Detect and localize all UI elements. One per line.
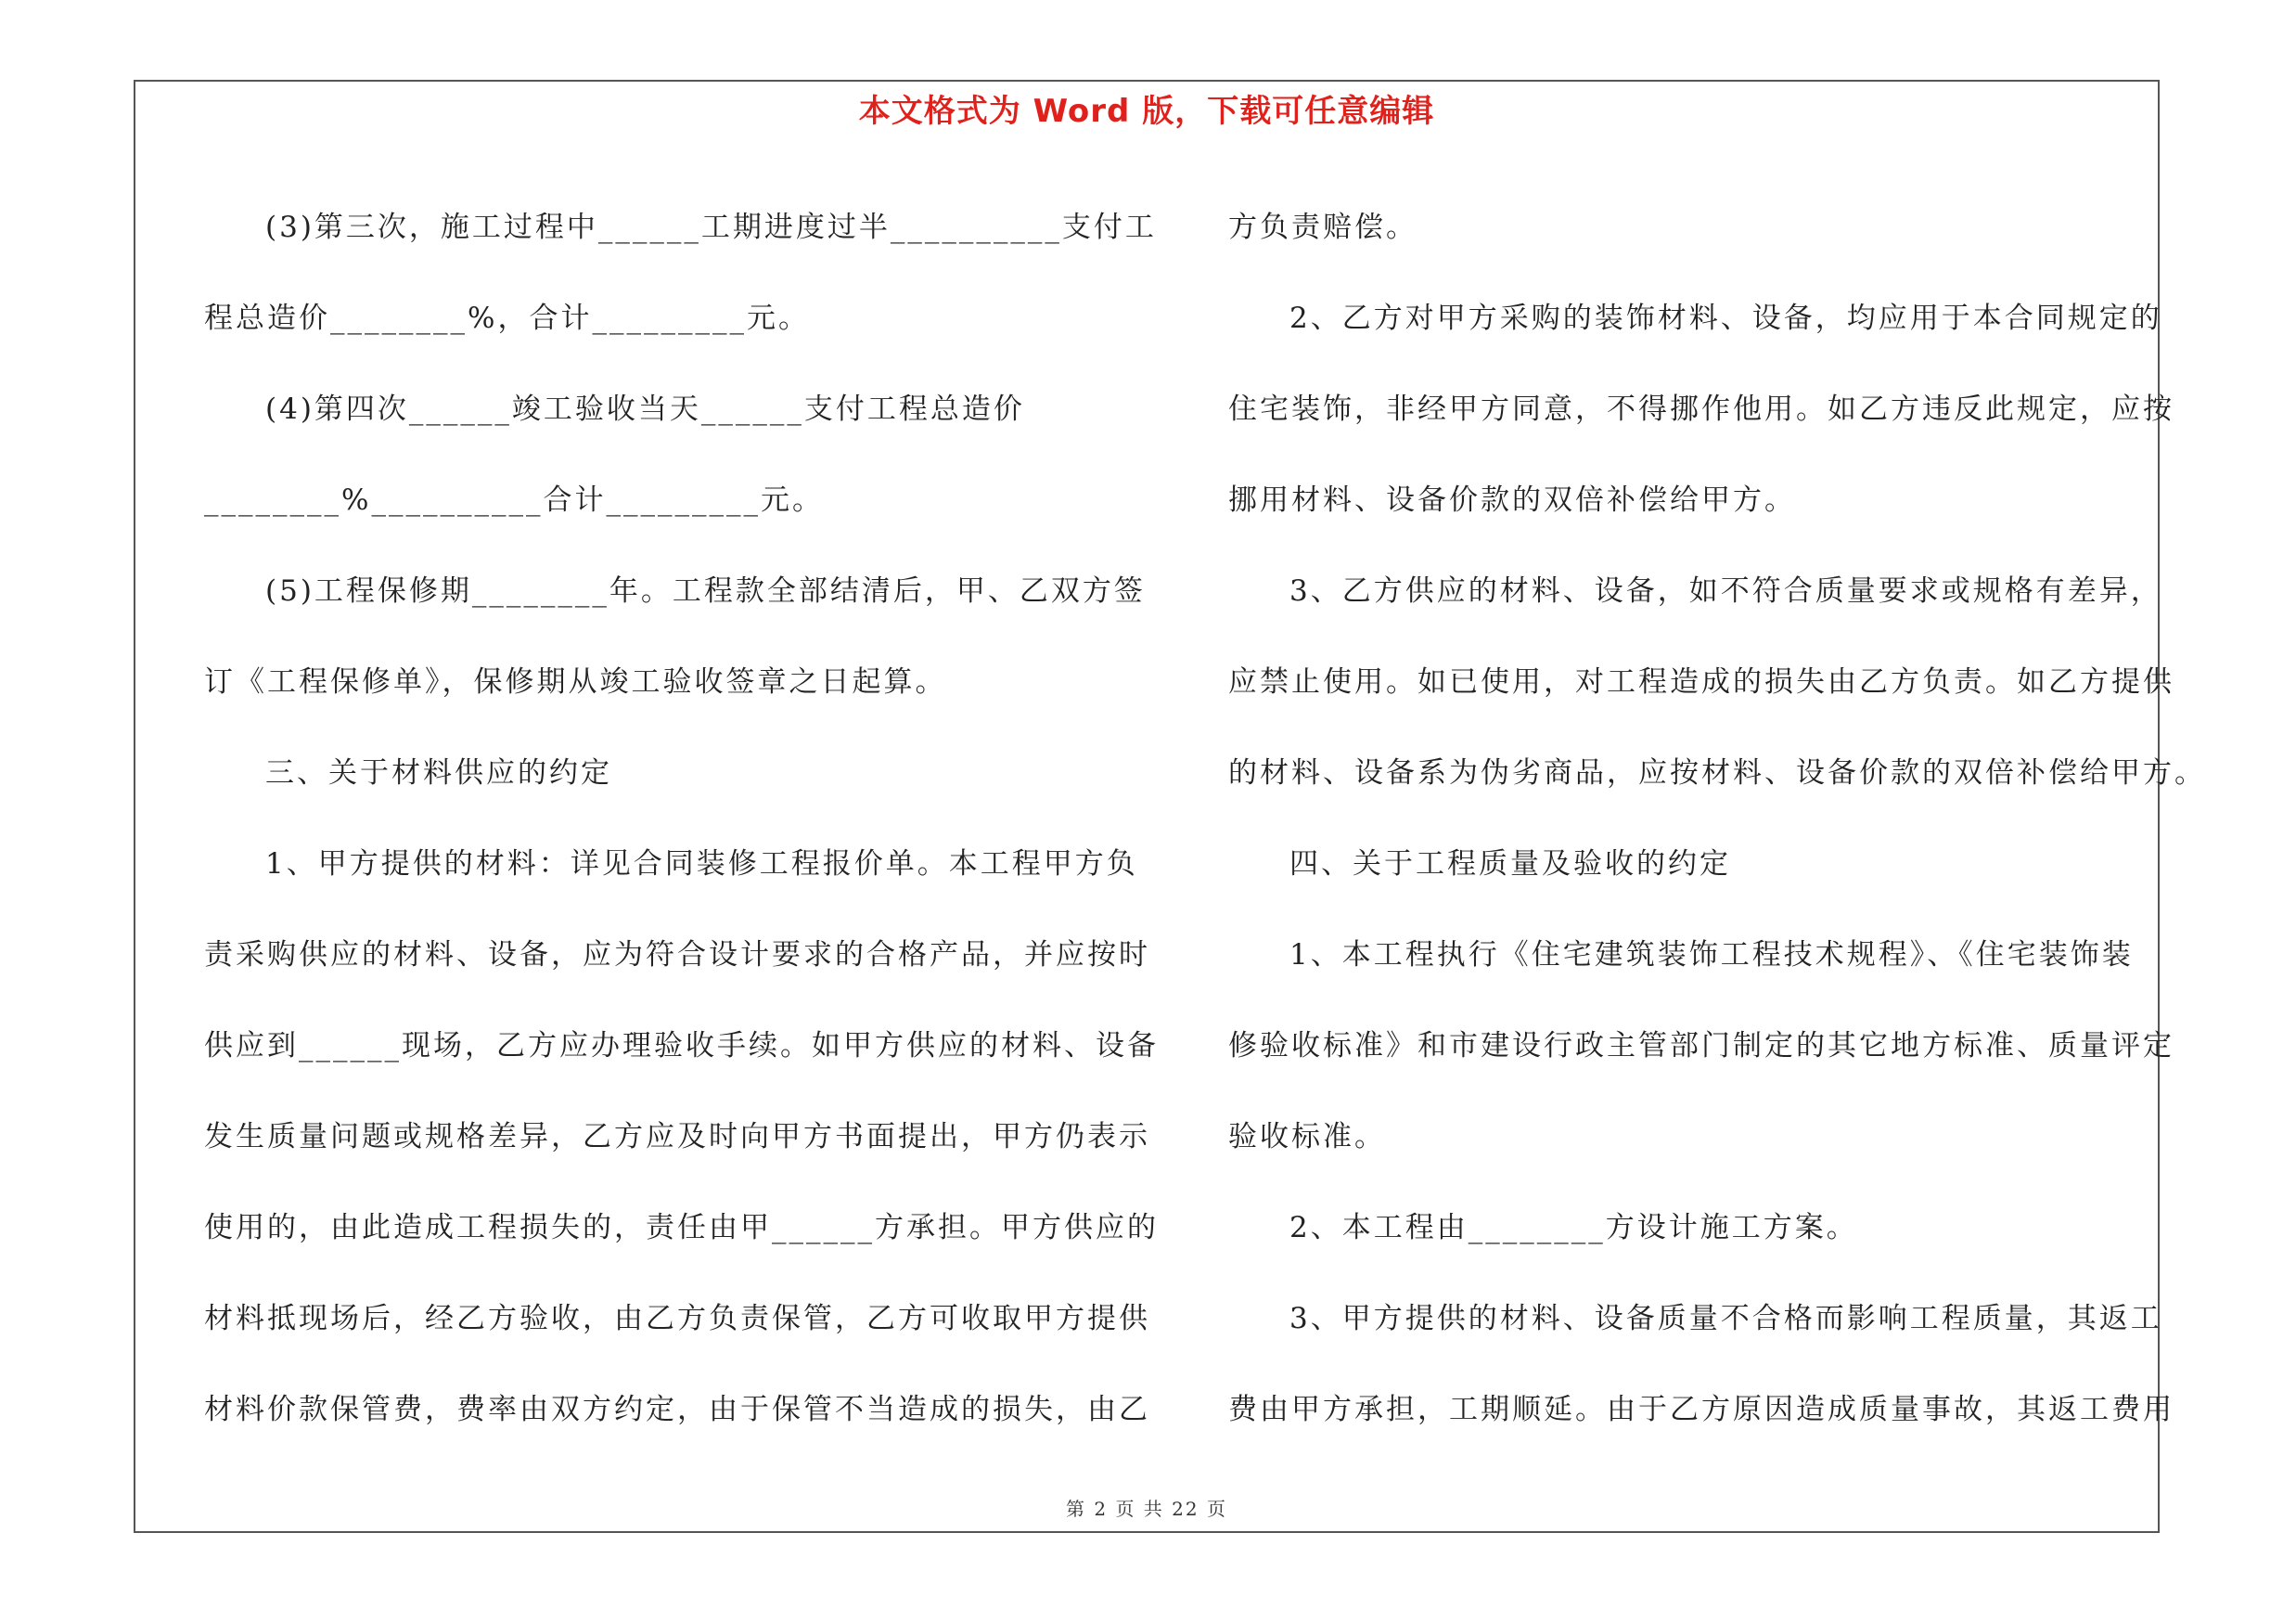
text-line: 使用的，由此造成工程损失的，责任由甲______方承担。甲方供应的 xyxy=(204,1211,1159,1244)
text-line: 修验收标准》和市建设行政主管部门制定的其它地方标准、质量评定 xyxy=(1228,1029,2174,1063)
text-line: 的材料、设备系为伪劣商品，应按材料、设备价款的双倍补偿给甲方。 xyxy=(1228,756,2206,790)
text-line: 材料抵现场后，经乙方验收，由乙方负责保管，乙方可收取甲方提供 xyxy=(204,1302,1150,1335)
text-line: 三、关于材料供应的约定 xyxy=(265,756,612,790)
text-line: 2、乙方对甲方采购的装饰材料、设备，均应用于本合同规定的 xyxy=(1289,302,2162,335)
page-number-footer: 第 2 页 共 22 页 xyxy=(1066,1498,1227,1520)
text-line: (5)工程保修期________年。工程款全部结清后，甲、乙双方签 xyxy=(265,574,1146,608)
text-line: 供应到______现场，乙方应办理验收手续。如甲方供应的材料、设备 xyxy=(204,1029,1159,1063)
text-line: 方负责赔偿。 xyxy=(1228,211,1417,244)
text-line: 订《工程保修单》，保修期从竣工验收签章之日起算。 xyxy=(204,665,947,699)
text-line: 四、关于工程质量及验收的约定 xyxy=(1289,847,1731,881)
left-column xyxy=(204,182,1159,1455)
text-line: 应禁止使用。如已使用，对工程造成的损失由乙方负责。如乙方提供 xyxy=(1228,665,2174,699)
text-line: 住宅装饰，非经甲方同意，不得挪作他用。如乙方违反此规定，应按 xyxy=(1228,393,2174,426)
text-line: 费由甲方承担，工期顺延。由于乙方原因造成质量事故，其返工费用 xyxy=(1228,1393,2174,1426)
text-line: 责采购供应的材料、设备，应为符合设计要求的合格产品，并应按时 xyxy=(204,938,1150,972)
text-line: ________%__________合计_________元。 xyxy=(204,483,824,517)
text-line: 3、甲方提供的材料、设备质量不合格而影响工程质量，其返工 xyxy=(1289,1302,2162,1335)
text-line: 程总造价________%，合计_________元。 xyxy=(204,302,810,335)
text-line: 发生质量问题或规格差异，乙方应及时向甲方书面提出，甲方仍表示 xyxy=(204,1120,1150,1153)
text-line: 3、乙方供应的材料、设备，如不符合质量要求或规格有差异， xyxy=(1289,574,2162,608)
right-column xyxy=(1228,182,2206,1455)
text-line: 挪用材料、设备价款的双倍补偿给甲方。 xyxy=(1228,483,1796,517)
text-line: 材料价款保管费，费率由双方约定，由于保管不当造成的损失，由乙 xyxy=(204,1393,1150,1426)
text-line: 1、甲方提供的材料：详见合同装修工程报价单。本工程甲方负 xyxy=(265,847,1138,881)
text-line: 2、本工程由________方设计施工方案。 xyxy=(1289,1211,1858,1244)
text-line: 验收标准。 xyxy=(1228,1120,1386,1153)
format-banner: 本文格式为 Word 版，下载可任意编辑 xyxy=(858,93,1435,130)
text-line: 1、本工程执行《住宅建筑装饰工程技术规程》、《住宅装饰装 xyxy=(1289,938,2134,972)
text-line: (4)第四次______竣工验收当天______支付工程总造价 xyxy=(265,393,1025,426)
text-line: (3)第三次，施工过程中______工期进度过半__________支付工 xyxy=(265,211,1157,244)
